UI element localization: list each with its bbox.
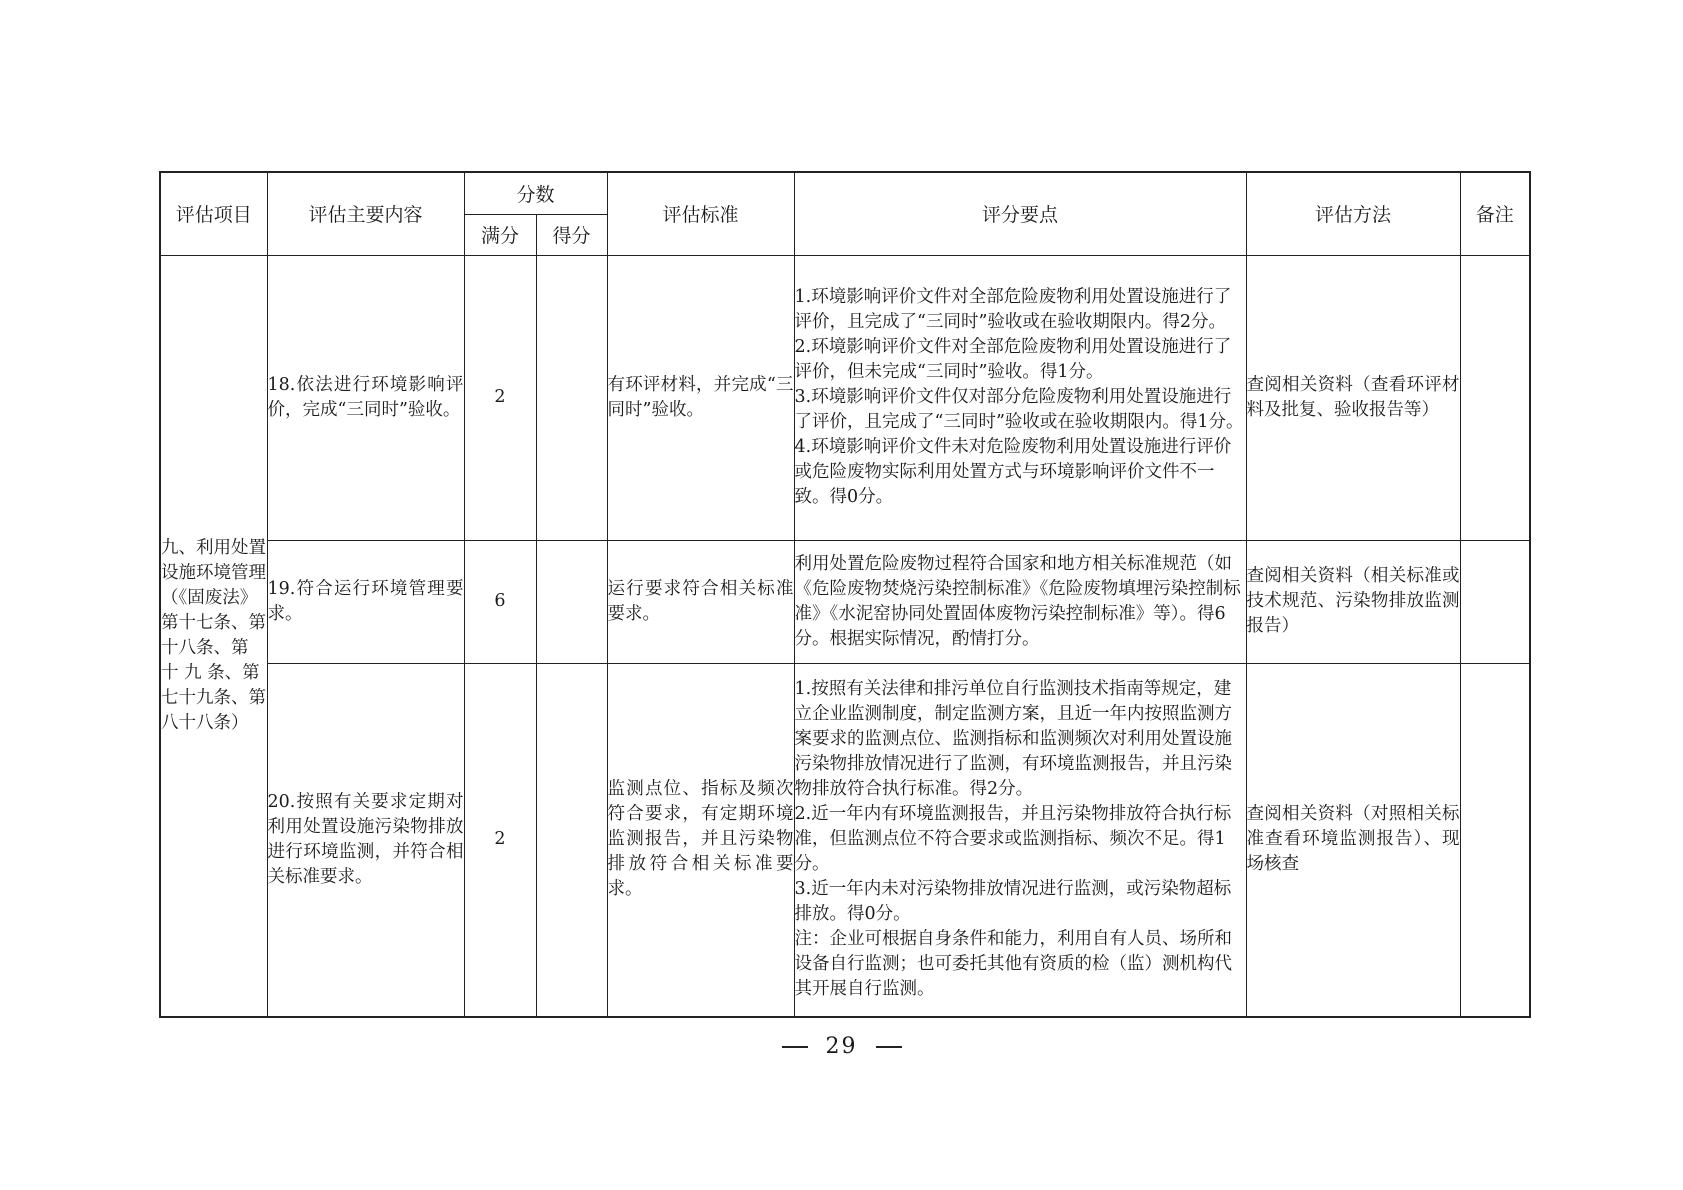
full-score-cell: 2 [464, 255, 536, 540]
method-cell: 查阅相关资料（查看环评材料及批复、验收报告等） [1246, 255, 1460, 540]
full-score-cell: 6 [464, 540, 536, 663]
table-row [160, 540, 1530, 663]
point-item: 利用处置危险废物过程符合国家和地方相关标准规范（如《危险废物焚烧污染控制标准》《危险废物填埋污染控制标准》《水泥窑协同处置固体废物污染控制标准》等）。得6分。根据实际情况，酌情打分。 [794, 553, 1241, 649]
method-cell: 查阅相关资料（对照相关标准查看环境监测报告）、现场核查 [1246, 663, 1460, 1017]
point-item: 3.近一年内未对污染物排放情况进行监测，或污染物超标排放。得0分。 [794, 879, 1232, 925]
header-full-score: 满分 [464, 214, 536, 255]
remarks-cell [1460, 540, 1530, 663]
header-points: 评分要点 [794, 172, 1246, 255]
evaluation-table [159, 171, 1531, 1018]
point-item: 1.环境影响评价文件对全部危险废物利用处置设施进行了评价，且完成了“三同时”验收或在验收期限内。得2分。 [794, 287, 1232, 332]
points-cell [794, 255, 1246, 540]
category-cell: 九、利用处置设施环境管理（《固废法》第十七条、第十八条、第 十 九 条、第七十九条、第八十八条） [160, 255, 267, 1017]
header-score: 得分 [536, 214, 607, 255]
header-remarks: 备注 [1460, 172, 1530, 255]
point-item: 2.近一年内有环境监测报告，并且污染物排放符合执行标准，但监测点位不符合要求或监测指标、频次不足。得1分。 [794, 804, 1232, 875]
table-row [160, 663, 1530, 1017]
points-cell [794, 663, 1246, 1017]
method-cell: 查阅相关资料（相关标准或技术规范、污染物排放监测报告） [1246, 540, 1460, 663]
full-score-cell: 2 [464, 663, 536, 1017]
point-item: 注：企业可根据自身条件和能力，利用自有人员、场所和设备自行监测；也可委托其他有资质的检（监）测机构代其开展自行监测。 [794, 929, 1233, 1000]
standard-cell: 有环评材料，并完成“三同时”验收。 [607, 255, 794, 540]
standard-cell: 监测点位、指标及频次符合要求，有定期环境监测报告，并且污染物排放符合相关标准要求。 [607, 663, 794, 1017]
point-item: 2.环境影响评价文件对全部危险废物利用处置设施进行了评价，但未完成“三同时”验收。得1分。 [794, 337, 1232, 382]
remarks-cell [1460, 663, 1530, 1017]
page-dash-right [876, 1046, 902, 1048]
point-item: 1.按照有关法律和排污单位自行监测技术指南等规定，建立企业监测制度，制定监测方案，且近一年内按照监测方案要求的监测点位、监测指标和监测频次对利用处置设施污染物排放情况进行了监测，有环境监测报告，并且污染物排放符合执行标准。得2分。 [794, 679, 1233, 800]
page-dash-left [782, 1046, 808, 1048]
remarks-cell [1460, 255, 1530, 540]
standard-cell: 运行要求符合相关标准要求。 [607, 540, 794, 663]
table-row [160, 255, 1530, 540]
score-cell[interactable] [536, 255, 607, 540]
score-cell[interactable] [536, 663, 607, 1017]
page-number-text: 29 [825, 1034, 858, 1059]
point-item: 4.环境影响评价文件未对危险废物利用处置设施进行评价或危险废物实际利用处置方式与环境影响评价文件不一致。得0分。 [794, 437, 1232, 507]
page-number [0, 1034, 1683, 1059]
content-cell: 18.依法进行环境影响评价，完成“三同时”验收。 [267, 255, 464, 540]
header-score-group: 分数 [464, 172, 607, 214]
score-cell[interactable] [536, 540, 607, 663]
header-method: 评估方法 [1246, 172, 1460, 255]
point-item: 3.环境影响评价文件仅对部分危险废物利用处置设施进行了评价，且完成了“三同时”验收或在验收期限内。得1分。 [794, 387, 1244, 432]
points-cell [794, 540, 1246, 663]
header-item: 评估项目 [160, 172, 267, 255]
content-cell: 20.按照有关要求定期对利用处置设施污染物排放进行环境监测，并符合相关标准要求。 [267, 663, 464, 1017]
content-cell: 19.符合运行环境管理要求。 [267, 540, 464, 663]
header-standard: 评估标准 [607, 172, 794, 255]
header-content: 评估主要内容 [267, 172, 464, 255]
